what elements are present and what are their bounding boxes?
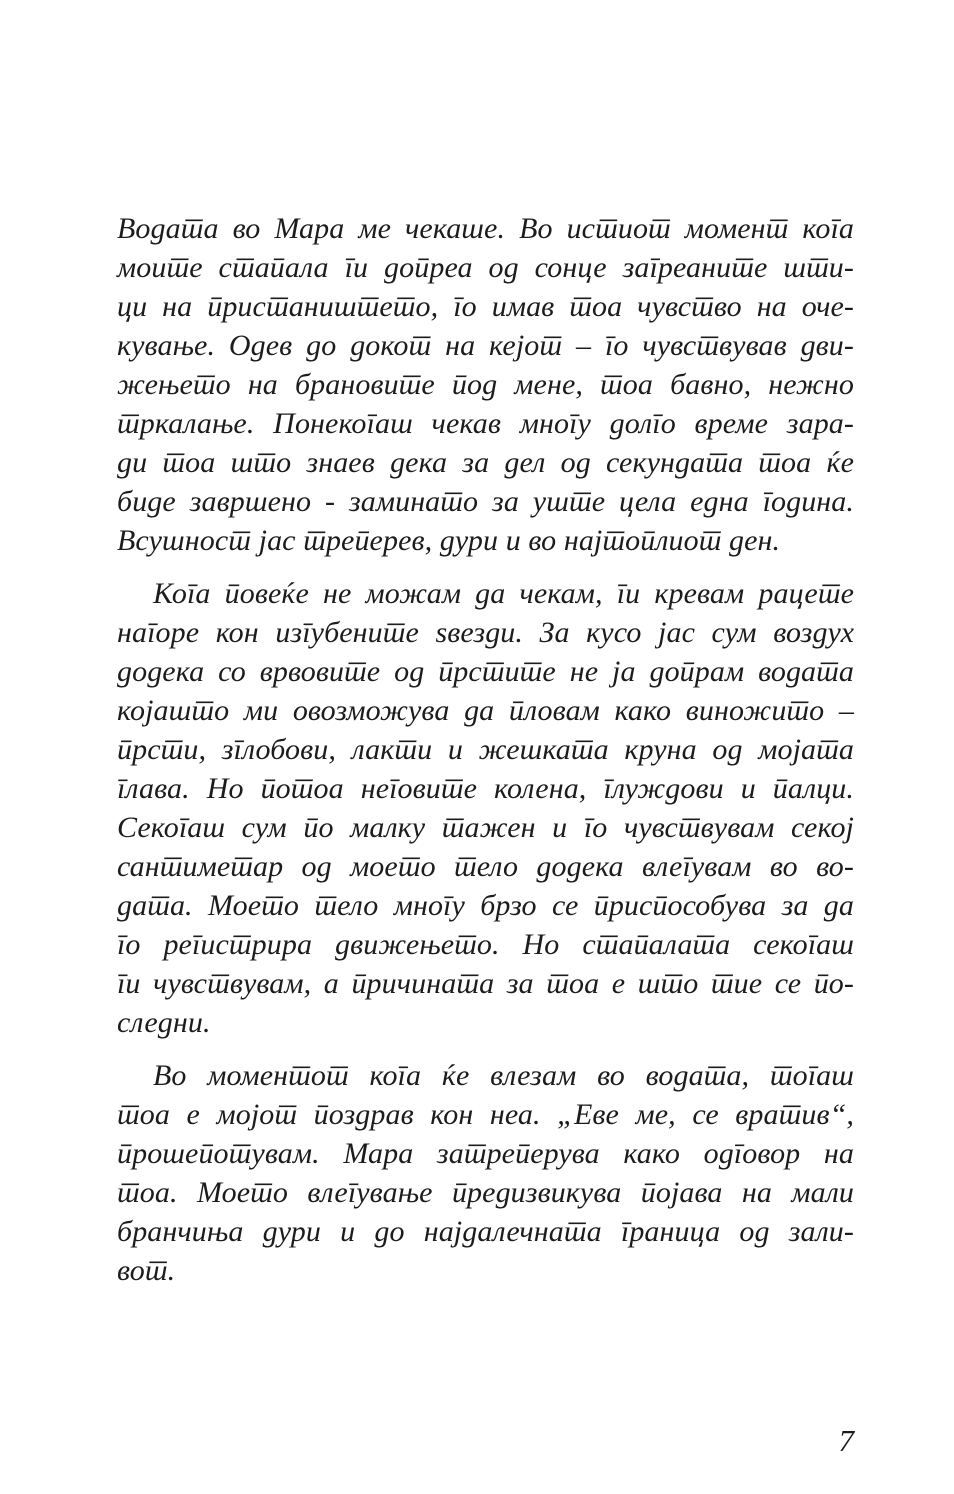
text-line: прошепотувам. Мара затреперува како одговор на [117,1137,854,1170]
text-line: ци на пристаништето, го имав тоа чувство на оче- [117,290,854,323]
text-line: тркалање. Понекогаш чекав многу долго време зара- [117,407,854,440]
text-line: тоа е мојот поздрав кон неа. „Еве ме, се вратив“, [117,1098,854,1131]
paragraph [117,1056,854,1290]
text-line: додека со врвовите од прстите не ја допрам водата [117,655,854,688]
text-line: прсти, зглобови, лакти и жешката круна од мојата [117,733,854,766]
text-line: Во моментот кога ќе влезам во водата, тогаш [153,1059,854,1092]
text-line: Всушност јас треперев, дури и во најтоплиот ден. [117,524,781,557]
text-line: нагоре кон изгубените ѕвезди. За кусо јас сум воздух [117,616,854,649]
text-line: моите стапала ги допреа од сонце загреаните шти- [117,251,854,284]
text-line: Секогаш сум по малку тажен и го чувствувам секој [117,811,854,844]
text-line: го регистрира движењето. Но стапалата секогаш [117,928,854,961]
text-line: кување. Одев до докот на кејот – го чувствував дви- [117,329,854,362]
text-line: ди тоа што знаев дека за дел од секундата тоа ќе [117,446,854,479]
text-line: дата. Моето тело многу брзо се приспособува за да [117,889,854,922]
text-line: биде завршено - заминато за уште цела една година. [117,485,854,518]
text-block [117,209,854,1290]
text-line: жењето на брановите под мене, тоа бавно, нежно [117,368,854,401]
text-line: којашто ми овозможува да пловам како виножито – [117,694,854,727]
text-line: ги чувствувам, а причината за тоа е што тие се по- [117,967,854,1000]
text-line: Водата во Мара ме чекаше. Во истиот момент кога [117,212,854,245]
text-line: вот. [117,1254,176,1287]
paragraph [117,209,854,560]
text-line: бранчиња дури и до најдалечната граница од зали- [117,1215,854,1248]
text-line: тоа. Моето влегување предизвикува појава на мали [117,1176,854,1209]
text-line: сантиметар од моето тело додека влегувам во во- [117,850,854,883]
page-number: 7 [838,1423,854,1458]
paragraph [117,574,854,1042]
text-line: глава. Но потоа неговите колена, глуждови и палци. [117,772,854,805]
text-line: Кога повеќе не можам да чекам, ги кревам рацете [153,577,854,610]
text-line: следни. [117,1006,211,1039]
